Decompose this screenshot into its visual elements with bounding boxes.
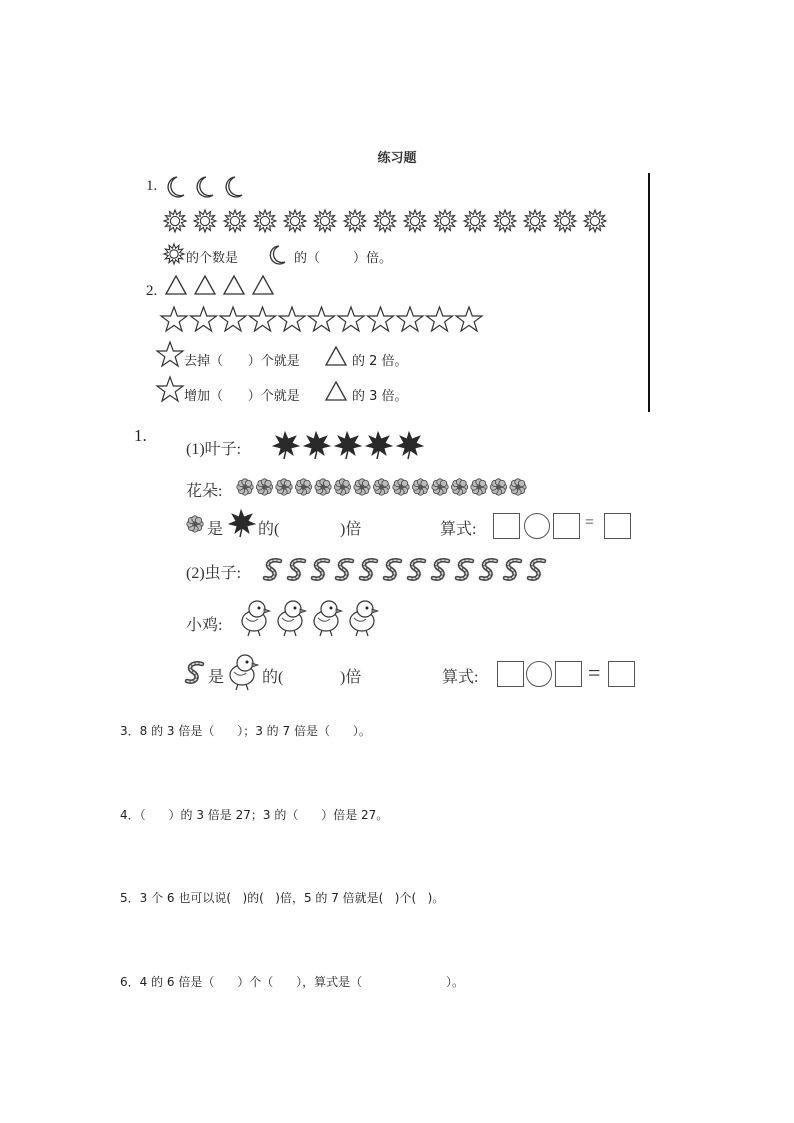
q2-times: )倍 (340, 669, 362, 686)
star-icon (397, 307, 423, 331)
sun-icon (314, 210, 336, 232)
star-row (160, 305, 490, 335)
flower-icon (315, 479, 331, 495)
question-3: 3．8 的 3 倍是（ ）；3 的 7 倍是（ ）。 (120, 724, 371, 738)
flower-icon (412, 479, 428, 495)
bug-row (262, 555, 552, 585)
star-icon (220, 307, 246, 331)
formula-label-2: 算式: (442, 669, 479, 686)
flower-icon (237, 479, 253, 495)
sun-icon (164, 210, 186, 232)
sun-icon (224, 210, 246, 232)
bug-icon (505, 560, 520, 578)
moon-row (164, 175, 254, 199)
leaf-icon (335, 432, 361, 459)
sun-icon (163, 243, 187, 267)
triangle-icon (324, 380, 348, 402)
chick-icon (314, 601, 342, 636)
sun-icon (254, 210, 276, 232)
chick-label: 小鸡: (186, 617, 223, 634)
bug-icon (313, 560, 328, 578)
chick-row (238, 598, 388, 640)
leaf-row (270, 430, 430, 462)
sun-icon (194, 210, 216, 232)
flower-row (236, 477, 546, 499)
triangle-icon (224, 276, 244, 294)
sun-icon (464, 210, 486, 232)
flower-icon (276, 479, 292, 495)
answer-box[interactable] (555, 661, 582, 687)
leaf-icon (304, 432, 330, 459)
moon-icon (226, 177, 242, 197)
flower-icon (510, 479, 526, 495)
chick-icon (230, 655, 258, 690)
bug-icon (457, 560, 472, 578)
chick-icon (278, 601, 306, 636)
bug-icon (385, 560, 400, 578)
star-icon (456, 307, 482, 331)
question-6: 6．4 的 6 倍是（ ）个（ ），算式是（ ）。 (120, 975, 465, 989)
bug-icon (184, 660, 206, 684)
answer-box[interactable] (608, 661, 635, 687)
sun-row (164, 207, 614, 237)
q2-is: 是 (208, 669, 225, 686)
sun-icon (164, 244, 184, 264)
sun-icon (524, 210, 546, 232)
bug-label: (2)虫子: (186, 565, 242, 582)
triangle-icon (324, 345, 348, 367)
triangle-row (166, 273, 286, 297)
bug-icon (337, 560, 352, 578)
star-icon (338, 307, 364, 331)
chick-icon (242, 601, 270, 636)
operator-circle[interactable] (524, 513, 550, 539)
bug-icon (433, 560, 448, 578)
q2-of: 的( (262, 669, 284, 686)
flower-label: 花朵: (186, 483, 223, 500)
section1-question-part1: 的个数是 (186, 251, 239, 266)
flower-icon (354, 479, 370, 495)
triangle-icon (195, 276, 215, 294)
answer-box[interactable] (493, 513, 520, 539)
sun-icon (554, 210, 576, 232)
star-icon (156, 376, 184, 402)
star-icon (156, 341, 184, 367)
chick-icon (350, 601, 378, 636)
flower-icon (186, 515, 206, 535)
moon-icon (197, 177, 213, 197)
bug-icon (409, 560, 424, 578)
star-icon (250, 307, 276, 331)
section2-line2-part2: 的 3 倍。 (352, 389, 408, 404)
answer-box[interactable] (497, 661, 524, 687)
star-icon (191, 307, 217, 331)
sun-icon (344, 210, 366, 232)
star-icon (368, 307, 394, 331)
flower-icon (295, 479, 311, 495)
scan-number: 1. (134, 426, 147, 445)
sun-icon (494, 210, 516, 232)
bug-icon (481, 560, 496, 578)
triangle-icon (253, 276, 273, 294)
flower-icon (187, 516, 203, 532)
answer-box[interactable] (553, 513, 580, 539)
flower-icon (490, 479, 506, 495)
question-4: 4．（ ）的 3 倍是 27；3 的（ ）倍是 27。 (120, 808, 389, 822)
moon-icon (265, 243, 289, 267)
flower-icon (373, 479, 389, 495)
bug-icon (529, 560, 544, 578)
triangle-icon (166, 276, 186, 294)
star-icon (309, 307, 335, 331)
chick-icon (226, 652, 262, 692)
section2-number: 2. (146, 283, 158, 299)
flower-icon (451, 479, 467, 495)
flower-icon (256, 479, 272, 495)
sun-icon (284, 210, 306, 232)
section1-question-part2: 的（ ）倍。 (294, 251, 393, 266)
bug-icon (361, 560, 376, 578)
equals-sign: = (588, 660, 601, 685)
flower-icon (471, 479, 487, 495)
bug-icon (265, 560, 280, 578)
leaf-icon (226, 508, 260, 538)
sun-icon (374, 210, 396, 232)
leaf-icon (397, 432, 423, 459)
sun-icon (434, 210, 456, 232)
q1-times: )倍 (340, 521, 362, 538)
leaf-icon (366, 432, 392, 459)
divider-line (648, 173, 650, 412)
q1-is: 是 (207, 521, 224, 538)
page-title: 练习题 (377, 151, 417, 166)
sun-icon (584, 210, 606, 232)
section2-line1-part2: 的 2 倍。 (352, 354, 408, 369)
star-icon (161, 307, 187, 331)
star-icon (279, 307, 305, 331)
section1-number: 1. (146, 178, 158, 194)
section2-line1-part1: 去掉（ ）个就是 (184, 354, 300, 369)
bug-icon (187, 663, 202, 681)
answer-box[interactable] (604, 513, 631, 539)
equals-sign: = (585, 514, 595, 531)
star-icon (427, 307, 453, 331)
question-5: 5．3 个 6 也可以说( )的( )倍，5 的 7 倍就是( )个( )。 (120, 891, 445, 905)
operator-circle[interactable] (526, 661, 552, 687)
moon-icon (168, 177, 184, 197)
flower-icon (334, 479, 350, 495)
q1-of: 的( (258, 521, 280, 538)
flower-icon (393, 479, 409, 495)
sun-icon (404, 210, 426, 232)
flower-icon (432, 479, 448, 495)
section2-line2-part1: 增加（ ）个就是 (184, 389, 300, 404)
bug-icon (289, 560, 304, 578)
leaf-icon (273, 432, 299, 459)
leaf-label: (1)叶子: (186, 441, 242, 458)
formula-label: 算式: (440, 521, 477, 538)
leaf-icon (229, 510, 255, 537)
